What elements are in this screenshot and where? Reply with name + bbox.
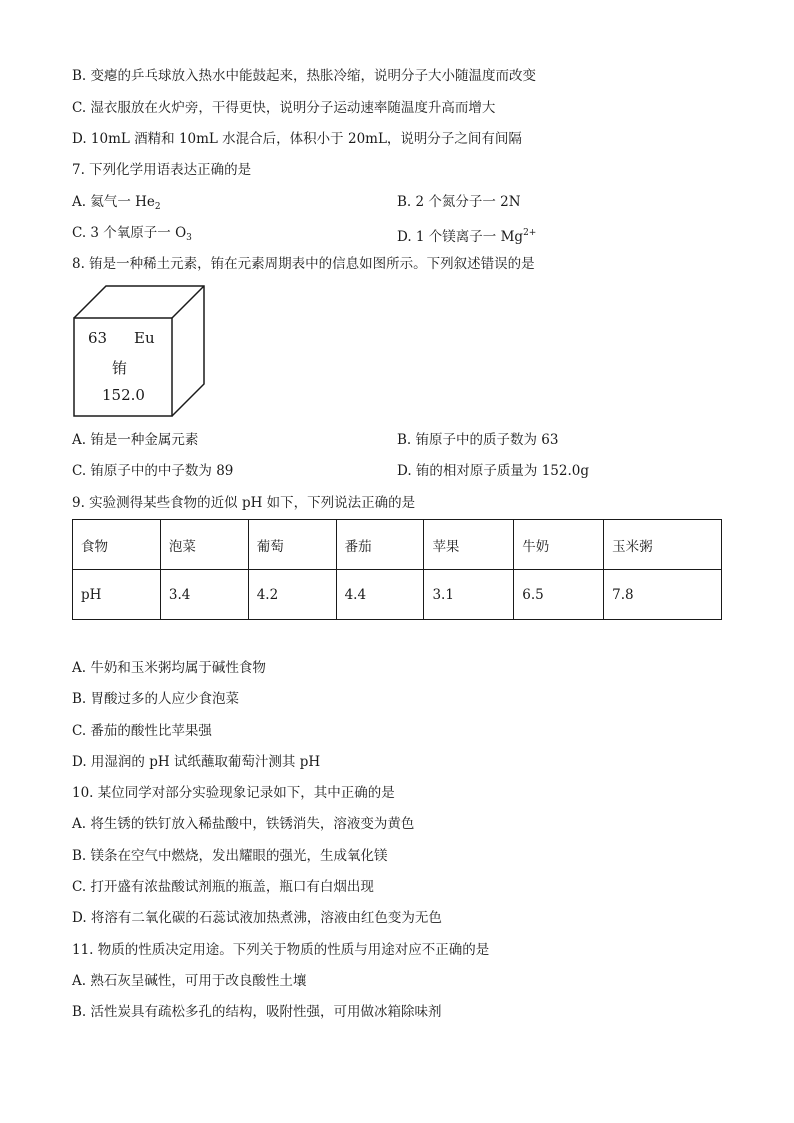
- q9-option-b: B. 胃酸过多的人应少食泡菜: [72, 691, 240, 707]
- element-name: 铕: [112, 359, 128, 377]
- q6-option-b: B. 变瘪的乒乓球放入热水中能鼓起来，热胀冷缩，说明分子大小随温度而改变: [72, 68, 537, 84]
- q8-option-a: A. 铕是一种金属元素: [72, 432, 199, 448]
- q7-option-d: [397, 224, 536, 246]
- table-cell: 番茄: [336, 520, 424, 570]
- q7-option-b: B. 2 个氮分子一 2N: [397, 194, 521, 210]
- q6-option-c: C. 湿衣服放在火炉旁，干得更快，说明分子运动速率随温度升高而增大: [72, 100, 496, 116]
- q10-option-d: D. 将溶有二氧化碳的石蕊试液加热煮沸，溶液由红色变为无色: [72, 910, 442, 926]
- q11-stem: 11. 物质的性质决定用途。下列关于物质的性质与用途对应不正确的是: [72, 942, 490, 958]
- ph-table: [72, 519, 722, 620]
- q9-option-a: A. 牛奶和玉米粥均属于碱性食物: [72, 660, 266, 676]
- table-cell: 苹果: [424, 520, 514, 570]
- table-cell: 3.4: [160, 570, 248, 620]
- table-row-ph: [73, 570, 722, 620]
- element-cell-cube: [72, 284, 206, 420]
- q7-option-d-superscript: 2+: [523, 228, 537, 238]
- q7-option-a-text: A. 氦气一 He: [72, 194, 155, 210]
- q9-option-d: D. 用湿润的 pH 试纸蘸取葡萄汁测其 pH: [72, 754, 321, 770]
- table-cell: 葡萄: [248, 520, 336, 570]
- q7-stem: 7. 下列化学用语表达正确的是: [72, 162, 252, 178]
- q10-option-b: B. 镁条在空气中燃烧，发出耀眼的强光，生成氧化镁: [72, 848, 388, 864]
- q8-option-d: D. 铕的相对原子质量为 152.0g: [397, 463, 590, 479]
- q9-stem: 9. 实验测得某些食物的近似 pH 如下，下列说法正确的是: [72, 495, 416, 511]
- table-cell: 3.1: [424, 570, 514, 620]
- table-cell: 泡菜: [160, 520, 248, 570]
- q7-option-d-text: D. 1 个镁离子一 Mg: [397, 229, 524, 245]
- q9-option-c: C. 番茄的酸性比苹果强: [72, 723, 212, 739]
- atomic-mass: 152.0: [102, 386, 145, 404]
- q8-option-c: C. 铕原子中的中子数为 89: [72, 463, 234, 479]
- table-cell: 牛奶: [514, 520, 604, 570]
- table-row-food: [73, 520, 722, 570]
- table-cell-header: pH: [73, 570, 161, 620]
- q11-option-a: A. 熟石灰呈碱性，可用于改良酸性土壤: [72, 973, 307, 989]
- element-symbol: Eu: [134, 329, 155, 347]
- q10-stem: 10. 某位同学对部分实验现象记录如下，其中正确的是: [72, 785, 395, 801]
- q7-option-a: [72, 193, 161, 216]
- table-cell: 4.4: [336, 570, 424, 620]
- table-cell: 6.5: [514, 570, 604, 620]
- table-cell: 7.8: [604, 570, 722, 620]
- q10-option-c: C. 打开盛有浓盐酸试剂瓶的瓶盖，瓶口有白烟出现: [72, 879, 374, 895]
- table-cell-header: 食物: [73, 520, 161, 570]
- table-cell: 玉米粥: [604, 520, 722, 570]
- q7-option-c-text: C. 3 个氧原子一 O: [72, 225, 187, 241]
- q8-option-b: B. 铕原子中的质子数为 63: [397, 432, 559, 448]
- q7-option-c: [72, 224, 192, 247]
- q7-option-a-subscript: 2: [154, 202, 161, 212]
- q10-option-a: A. 将生锈的铁钉放入稀盐酸中，铁锈消失，溶液变为黄色: [72, 816, 415, 832]
- table-cell: 4.2: [248, 570, 336, 620]
- q8-stem: 8. 铕是一种稀土元素，铕在元素周期表中的信息如图所示。下列叙述错误的是: [72, 256, 535, 272]
- q6-option-d: D. 10mL 酒精和 10mL 水混合后，体积小于 20mL，说明分子之间有间隔: [72, 131, 522, 147]
- atomic-number: 63: [88, 329, 108, 347]
- q7-option-c-subscript: 3: [186, 233, 192, 243]
- q11-option-b: B. 活性炭具有疏松多孔的结构，吸附性强，可用做冰箱除味剂: [72, 1004, 442, 1020]
